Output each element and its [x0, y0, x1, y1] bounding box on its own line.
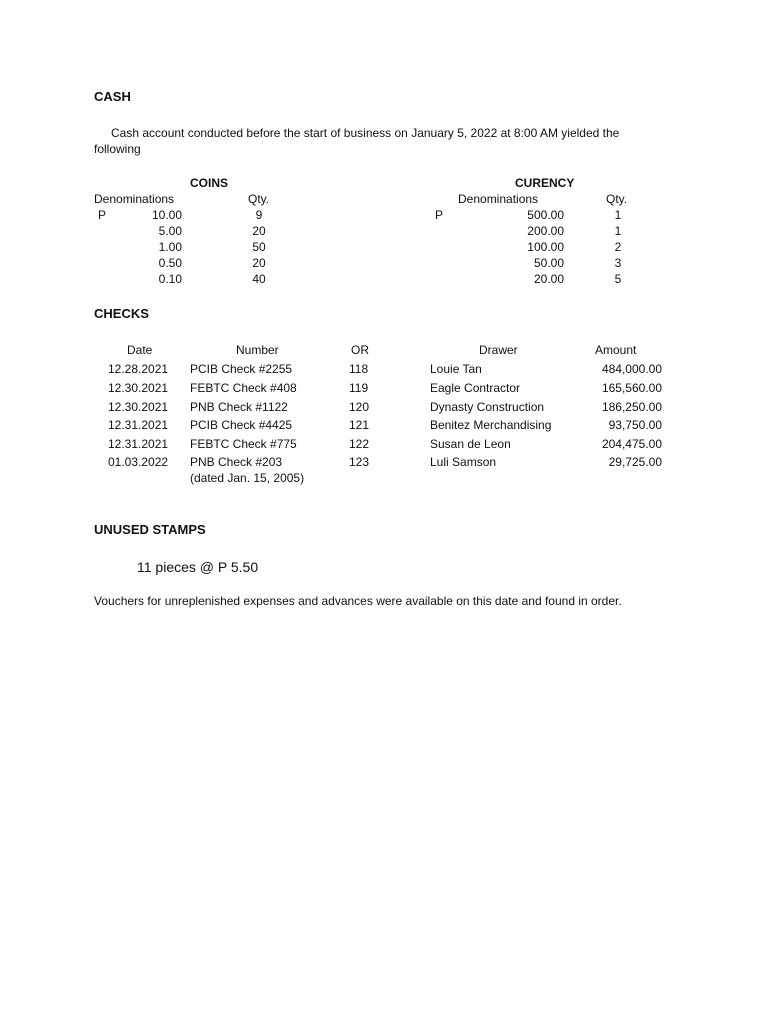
currency-qty: 1 — [614, 208, 622, 222]
check-date: 12.30.2021 — [108, 400, 169, 414]
currency-col-denominations: Denominations — [458, 192, 539, 206]
check-or: 122 — [349, 437, 370, 451]
coin-qty: 20 — [252, 256, 266, 270]
currency-col-qty: Qty. — [606, 192, 628, 206]
check-date-note: (dated Jan. 15, 2005) — [190, 471, 305, 485]
check-or: 118 — [349, 362, 369, 376]
coin-qty: 20 — [252, 224, 266, 238]
unused-stamps-heading: UNUSED STAMPS — [94, 522, 206, 537]
check-number: PCIB Check #2255 — [190, 362, 293, 376]
checks-header-number: Number — [236, 343, 279, 357]
check-amount: 186,250.00 — [601, 400, 662, 414]
check-amount: 29,725.00 — [608, 455, 662, 469]
check-number: PCIB Check #4425 — [190, 418, 293, 432]
currency-peso-sign: P — [435, 208, 444, 222]
coin-denomination: 1.00 — [158, 240, 182, 254]
cash-intro-line2: following — [94, 142, 141, 156]
check-date: 12.30.2021 — [108, 381, 169, 395]
cash-heading: CASH — [94, 89, 131, 104]
check-drawer: Susan de Leon — [430, 437, 511, 451]
checks-header-date: Date — [127, 343, 153, 357]
checks-header-amount: Amount — [595, 343, 637, 357]
currency-denomination: 50.00 — [533, 256, 564, 270]
coins-col-denominations: Denominations — [94, 192, 175, 206]
check-drawer: Louie Tan — [430, 362, 482, 376]
check-or: 119 — [349, 381, 369, 395]
vouchers-note: Vouchers for unreplenished expenses and advances were available on this date and found in order. — [94, 594, 622, 608]
checks-header-drawer: Drawer — [479, 343, 518, 357]
currency-denomination: 100.00 — [527, 240, 564, 254]
currency-denomination: 500.00 — [527, 208, 564, 222]
check-amount: 165,560.00 — [601, 381, 662, 395]
currency-title: CURENCY — [515, 176, 575, 190]
check-drawer: Dynasty Construction — [430, 400, 545, 414]
check-date: 12.31.2021 — [108, 418, 169, 432]
check-amount: 93,750.00 — [608, 418, 662, 432]
check-drawer: Eagle Contractor — [430, 381, 521, 395]
currency-denomination: 20.00 — [533, 272, 564, 286]
check-number: FEBTC Check #408 — [190, 381, 297, 395]
coins-peso-sign: P — [98, 208, 107, 222]
coin-denomination: 0.50 — [158, 256, 182, 270]
unused-stamps-line: 11 pieces @ P 5.50 — [137, 559, 259, 575]
coin-denomination: 5.00 — [158, 224, 182, 238]
currency-qty: 3 — [614, 256, 622, 270]
currency-qty: 2 — [614, 240, 622, 254]
currency-denomination: 200.00 — [527, 224, 564, 238]
coin-qty: 40 — [252, 272, 266, 286]
check-amount: 484,000.00 — [601, 362, 662, 376]
coin-qty: 9 — [255, 208, 263, 222]
cash-intro-line1: Cash account conducted before the start of business on January 5, 2022 at 8:00 AM yielded the — [111, 126, 620, 140]
check-number: FEBTC Check #775 — [190, 437, 297, 451]
coin-qty: 50 — [252, 240, 266, 254]
coin-denomination: 10.00 — [151, 208, 182, 222]
check-amount: 204,475.00 — [601, 437, 662, 451]
check-or: 120 — [349, 400, 370, 414]
check-drawer: Luli Samson — [430, 455, 497, 469]
coin-denomination: 0.10 — [158, 272, 182, 286]
check-date: 12.28.2021 — [108, 362, 169, 376]
check-or: 123 — [349, 455, 370, 469]
currency-qty: 1 — [614, 224, 622, 238]
coins-title: COINS — [190, 176, 229, 190]
currency-qty: 5 — [614, 272, 622, 286]
check-number: PNB Check #203 — [190, 455, 283, 469]
coins-col-qty: Qty. — [248, 192, 270, 206]
checks-header-or: OR — [351, 343, 369, 357]
check-number: PNB Check #1122 — [190, 400, 288, 414]
checks-heading: CHECKS — [94, 306, 149, 321]
check-date: 01.03.2022 — [108, 455, 169, 469]
check-or: 121 — [349, 418, 370, 432]
check-drawer: Benitez Merchandising — [430, 418, 552, 432]
check-date: 12.31.2021 — [108, 437, 169, 451]
